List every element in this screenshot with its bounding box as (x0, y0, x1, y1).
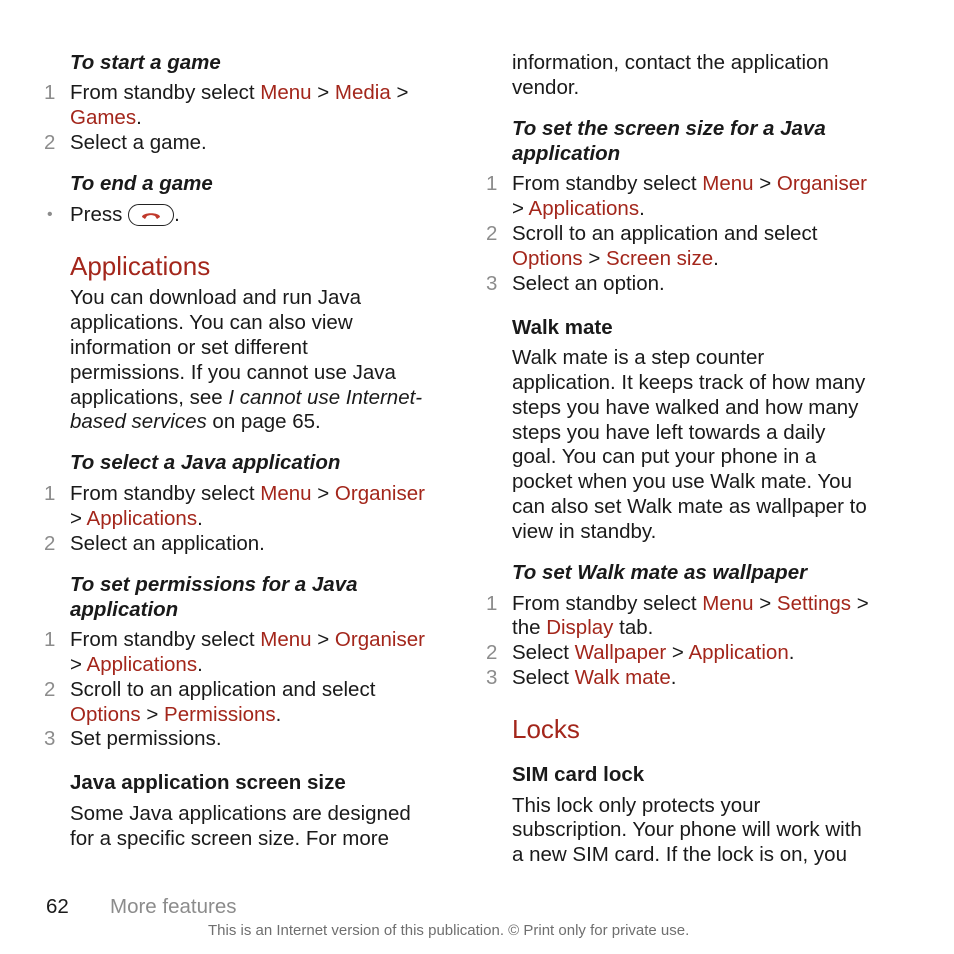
step-number: 2 (486, 222, 498, 245)
bullet: • (47, 206, 53, 223)
set-screen-title-line2: application (512, 142, 621, 165)
options-link: Options (70, 703, 141, 726)
walk-wallpaper-step1-line2: the Display tab. (512, 616, 654, 639)
wallpaper-link: Wallpaper (574, 641, 667, 664)
end-game-title: To end a game (70, 172, 213, 195)
walk-mate-line: goal. You can put your phone in a (512, 445, 817, 468)
end-call-key-icon (128, 204, 174, 226)
walk-mate-line: application. It keeps track of how many (512, 371, 866, 394)
cross-reference: I cannot use Internet- (228, 386, 423, 409)
permissions-title-line2: application (70, 598, 179, 621)
applications-para-line: You can download and run Java (70, 286, 362, 309)
media-link: Media (334, 81, 391, 104)
walk-mate-heading: Walk mate (512, 316, 613, 339)
organiser-link: Organiser (776, 172, 867, 195)
step-number: 1 (486, 592, 498, 615)
permissions-title-line1: To set permissions for a Java (70, 573, 358, 596)
applications-para-line: information or set different (70, 336, 308, 359)
sim-card-lock-heading: SIM card lock (512, 763, 645, 786)
walk-mate-line: steps you have walked and how many (512, 396, 859, 419)
step-number: 2 (44, 678, 56, 701)
applications-para-line: permissions. If you cannot use Java (70, 361, 396, 384)
applications-para-line: applications, see I cannot use Internet- (70, 386, 423, 409)
start-game-step1-line1: From standby select Menu > Media > (70, 81, 409, 104)
sim-lock-line: subscription. Your phone will work with (512, 818, 862, 841)
applications-link: Applications (86, 653, 198, 676)
start-game-step2: Select a game. (70, 131, 207, 154)
walk-mate-link: Walk mate (574, 666, 671, 689)
step-number: 2 (486, 641, 498, 664)
step-number: 3 (486, 666, 498, 689)
screen-size-line: for a specific screen size. For more (70, 827, 389, 850)
set-screen-step2-line2: Options > Screen size. (512, 247, 719, 270)
set-screen-step2-line1: Scroll to an application and select (512, 222, 818, 245)
permissions-step2-line2: Options > Permissions. (70, 703, 282, 726)
locks-heading: Locks (512, 714, 580, 744)
step-number: 2 (44, 131, 56, 154)
continued-line: vendor. (512, 76, 580, 99)
step-number: 1 (44, 628, 56, 651)
walk-wallpaper-step2: Select Wallpaper > Application. (512, 641, 795, 664)
screen-size-heading: Java application screen size (70, 771, 346, 794)
internet-version-notice: This is an Internet version of this publication. © Print only for private use. (208, 922, 690, 939)
applications-para-line: based services on page 65. (70, 410, 321, 433)
select-java-step1-line1: From standby select Menu > Organiser (70, 482, 425, 505)
permissions-step2-line1: Scroll to an application and select (70, 678, 376, 701)
permissions-step3: Set permissions. (70, 727, 222, 750)
walk-mate-line: Walk mate is a step counter (512, 346, 765, 369)
applications-para-line: applications. You can also view (70, 311, 353, 334)
step-number: 1 (486, 172, 498, 195)
walk-mate-line: view in standby. (512, 520, 657, 543)
sim-lock-line: a new SIM card. If the lock is on, you (512, 843, 847, 866)
step-number: 3 (44, 727, 56, 750)
start-game-title: To start a game (70, 51, 221, 74)
end-game-press: Press . (70, 203, 180, 226)
walk-mate-line: can also set Walk mate as wallpaper to (512, 495, 867, 518)
applications-heading: Applications (70, 251, 211, 281)
set-screen-step3: Select an option. (512, 272, 665, 295)
menu-link: Menu (702, 592, 754, 615)
permissions-step1-line2: > Applications. (70, 653, 203, 676)
select-java-title: To select a Java application (70, 451, 341, 474)
set-screen-step1-line1: From standby select Menu > Organiser (512, 172, 867, 195)
select-java-step2: Select an application. (70, 532, 265, 555)
set-screen-step1-line2: > Applications. (512, 197, 645, 220)
section-name: More features (110, 895, 237, 918)
organiser-link: Organiser (334, 482, 425, 505)
walk-mate-line: steps you have left towards a daily (512, 421, 826, 444)
cross-reference: based services (70, 410, 207, 433)
walk-wallpaper-step3: Select Walk mate. (512, 666, 677, 689)
start-game-step1-line2: Games. (70, 106, 142, 129)
continued-line: information, contact the application (512, 51, 829, 74)
menu-link: Menu (260, 81, 312, 104)
application-link: Application (688, 641, 789, 664)
games-link: Games (70, 106, 137, 129)
walk-wallpaper-step1-line1: From standby select Menu > Settings > (512, 592, 869, 615)
sim-lock-line: This lock only protects your (512, 794, 761, 817)
applications-link: Applications (86, 507, 198, 530)
permissions-step1-line1: From standby select Menu > Organiser (70, 628, 425, 651)
permissions-link: Permissions (164, 703, 276, 726)
screen-size-link: Screen size (606, 247, 714, 270)
set-screen-title-line1: To set the screen size for a Java (512, 117, 826, 140)
applications-link: Applications (528, 197, 640, 220)
menu-link: Menu (702, 172, 754, 195)
display-link: Display (546, 616, 614, 639)
step-number: 1 (44, 482, 56, 505)
screen-size-line: Some Java applications are designed (70, 802, 411, 825)
select-java-step1-line2: > Applications. (70, 507, 203, 530)
settings-link: Settings (776, 592, 851, 615)
menu-link: Menu (260, 482, 312, 505)
options-link: Options (512, 247, 583, 270)
menu-link: Menu (260, 628, 312, 651)
page-number: 62 (46, 895, 69, 918)
organiser-link: Organiser (334, 628, 425, 651)
walk-wallpaper-title: To set Walk mate as wallpaper (512, 561, 808, 584)
step-number: 2 (44, 532, 56, 555)
step-number: 1 (44, 81, 56, 104)
walk-mate-line: pocket when you use Walk mate. You (512, 470, 852, 493)
step-number: 3 (486, 272, 498, 295)
